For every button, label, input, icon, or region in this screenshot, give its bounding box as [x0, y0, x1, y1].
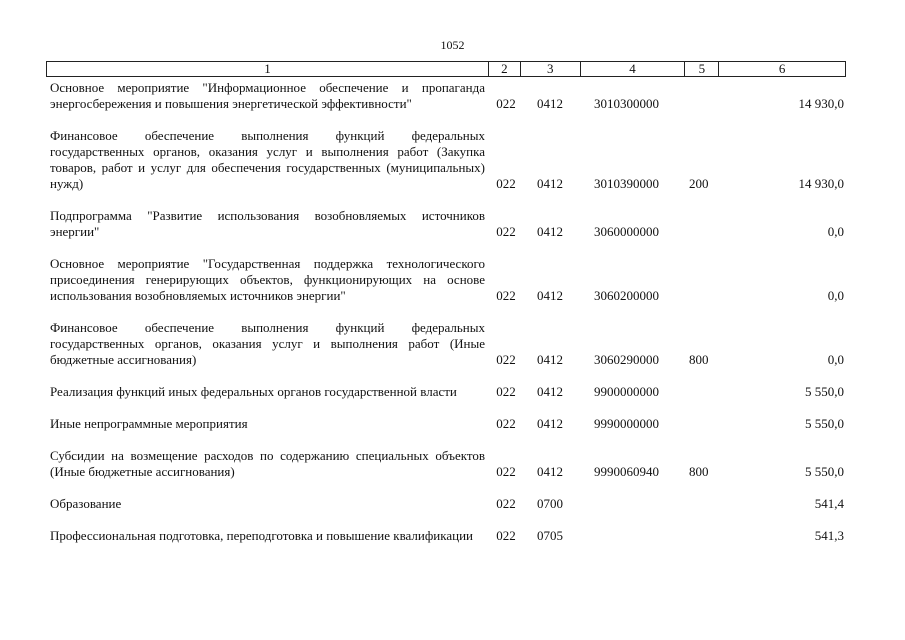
row-target-code: 9990060940: [594, 464, 659, 479]
row-ministry-code: 022: [496, 528, 516, 543]
row-name: Финансовое обеспечение выполнения функций федеральных государственных органов, оказания услуг и выполнения работ (Закупка товаров, работ и услуг для обеспечения государственных (муниципальных) нужд): [50, 128, 485, 191]
header-cell-3: 3: [520, 62, 580, 76]
row-name: Образование: [50, 496, 122, 511]
row-amount: 541,4: [814, 496, 844, 511]
row-amount: 14 930,0: [798, 176, 844, 191]
header-cell-4: 4: [580, 62, 685, 76]
row-amount: 0,0: [827, 288, 844, 303]
row-ministry-code: 022: [496, 176, 516, 191]
row-name: Профессиональная подготовка, переподготовка и повышение квалификации: [50, 528, 474, 543]
table-row: [46, 128, 846, 192]
table-row: [46, 448, 846, 480]
row-ministry-code: 022: [496, 464, 516, 479]
row-ministry-code: 022: [496, 224, 516, 239]
row-amount: 14 930,0: [798, 96, 844, 111]
row-ministry-code: 022: [496, 496, 516, 511]
row-amount: 5 550,0: [805, 384, 844, 399]
row-name: Подпрограмма "Развитие использования возобновляемых источников энергии": [50, 208, 485, 239]
row-ministry-code: 022: [496, 288, 516, 303]
row-amount: 0,0: [827, 224, 844, 239]
row-amount: 541,3: [814, 528, 844, 543]
row-target-code: 3010390000: [594, 176, 659, 191]
row-target-code: 3010300000: [594, 96, 659, 111]
row-ministry-code: 022: [496, 416, 516, 431]
header-cell-1: 1: [264, 61, 271, 76]
row-name: Субсидии на возмещение расходов по содержанию специальных объектов (Иные бюджетные ассигнования): [50, 448, 485, 479]
row-section-code: 0412: [537, 96, 563, 111]
table-row: [46, 256, 846, 304]
row-ministry-code: 022: [496, 96, 516, 111]
row-target-code: 3060200000: [594, 288, 659, 303]
table-row: [46, 528, 846, 544]
table-row: [46, 320, 846, 368]
row-expense-type: 800: [689, 464, 709, 479]
header-cell-5: 5: [684, 62, 718, 76]
row-amount: 0,0: [827, 352, 844, 367]
row-target-code: 9990000000: [594, 416, 659, 431]
row-section-code: 0412: [537, 224, 563, 239]
header-cell-2: 2: [488, 62, 520, 76]
budget-table: [46, 61, 846, 560]
table-row: [46, 496, 846, 512]
row-section-code: 0412: [537, 464, 563, 479]
row-name: Основное мероприятие "Информационное обеспечение и пропаганда энергосбережения и повышения энергетической эффективности": [50, 80, 485, 111]
table-row: [46, 384, 846, 400]
row-target-code: 3060000000: [594, 224, 659, 239]
header-cell-6: 6: [718, 62, 845, 76]
table-row: [46, 416, 846, 432]
row-section-code: 0705: [537, 528, 563, 543]
row-section-code: 0412: [537, 416, 563, 431]
row-target-code: 3060290000: [594, 352, 659, 367]
row-name: Финансовое обеспечение выполнения функций федеральных государственных органов, оказания услуг и выполнения работ (Иные бюджетные ассигнования): [50, 320, 485, 367]
row-ministry-code: 022: [496, 352, 516, 367]
page-number: 1052: [440, 38, 465, 52]
row-section-code: 0412: [537, 176, 563, 191]
row-amount: 5 550,0: [805, 464, 844, 479]
row-section-code: 0412: [537, 288, 563, 303]
row-target-code: 9900000000: [594, 384, 659, 399]
row-section-code: 0700: [537, 496, 563, 511]
row-name: Реализация функций иных федеральных органов государственной власти: [50, 384, 457, 399]
row-expense-type: 800: [689, 352, 709, 367]
row-section-code: 0412: [537, 384, 563, 399]
row-ministry-code: 022: [496, 384, 516, 399]
row-expense-type: 200: [689, 176, 709, 191]
row-section-code: 0412: [537, 352, 563, 367]
table-header-row: [46, 61, 846, 77]
row-name: Иные непрограммные мероприятия: [50, 416, 248, 431]
row-amount: 5 550,0: [805, 416, 844, 431]
table-row: [46, 208, 846, 240]
table-row: [46, 80, 846, 112]
row-name: Основное мероприятие "Государственная поддержка технологического присоединения генерирующих объектов, функционирующих на основе использования возобновляемых источников энергии": [50, 256, 485, 303]
